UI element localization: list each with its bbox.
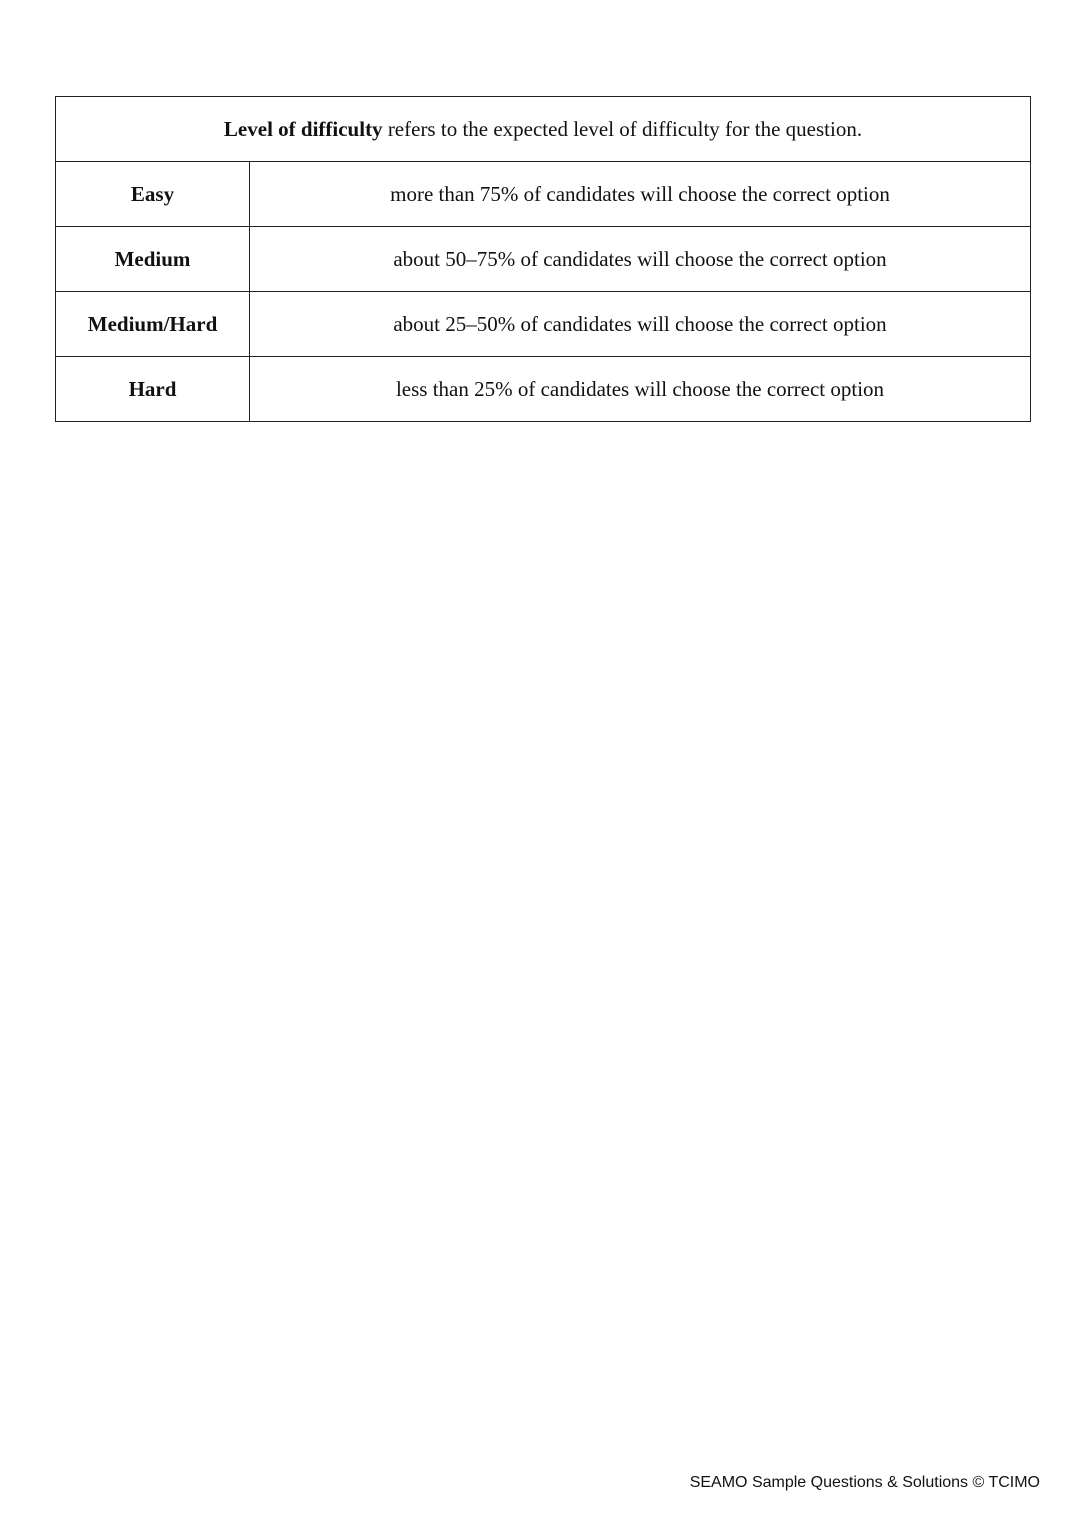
table-header-row (56, 97, 1031, 162)
page-footer: SEAMO Sample Questions & Solutions © TCIMO (689, 1474, 1040, 1491)
level-hard: Hard (56, 357, 250, 422)
level-hard-description: less than 25% of candidates will choose the correct option (250, 357, 1031, 422)
table-row (56, 162, 1031, 227)
level-easy: Easy (56, 162, 250, 227)
level-easy-description: more than 75% of candidates will choose the correct option (250, 162, 1031, 227)
table-header-cell (56, 97, 1031, 162)
header-definition: refers to the expected level of difficulty for the question. (387, 116, 863, 141)
level-medium-hard: Medium/Hard (56, 292, 250, 357)
level-medium-hard-description: about 25–50% of candidates will choose the correct option (250, 292, 1031, 357)
level-medium: Medium (56, 227, 250, 292)
difficulty-table (55, 96, 1031, 422)
table-row (56, 357, 1031, 422)
header-term: Level of difficulty (223, 116, 383, 141)
table-row (56, 227, 1031, 292)
table-row (56, 292, 1031, 357)
level-medium-description: about 50–75% of candidates will choose the correct option (250, 227, 1031, 292)
